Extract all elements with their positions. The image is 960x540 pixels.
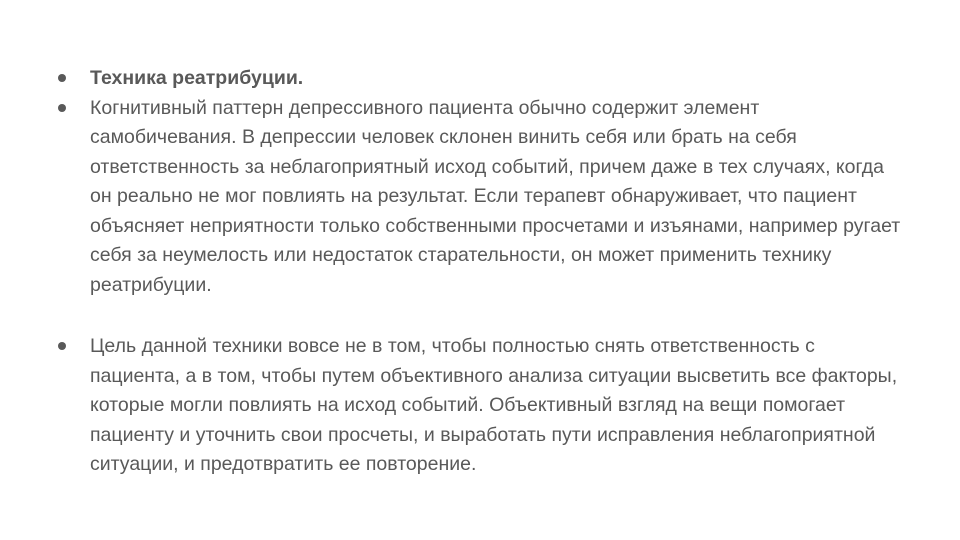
bullet-list <box>56 64 906 480</box>
bullet-goal-text: Цель данной техники вовсе не в том, чтобы полностью снять ответственность с пациента, а в том, чтобы путем объективного анализа ситуации высветить все факторы, которые могли повлиять на исход событий. Объективный взгляд на вещи помогает пациенту и уточнить свои просчеты, и выработать пути исправления неблагоприятной ситуации, и предотвратить ее повторение. <box>90 335 898 475</box>
bullet-description-text: Когнитивный паттерн депрессивного пациента обычно содержит элемент самобичевания. В депрессии человек склонен винить себя или брать на себя ответственность за неблагоприятный исход событий, причем даже в тех случаях, когда он реально не мог повлиять на результат. Если терапевт обнаруживает, что пациент объясняет неприятности только собственными просчетами и изъянами, например ругает себя за неумелость или недостаток старательности, он может применить технику реатрибуции. <box>90 96 901 296</box>
bullet-item-description <box>56 94 906 301</box>
bullet-item-goal <box>56 332 906 480</box>
bullet-dot-icon <box>58 104 66 112</box>
bullet-item-heading <box>56 64 906 94</box>
bullet-dot-icon <box>58 74 66 82</box>
bullet-dot-icon <box>58 342 66 350</box>
bullet-heading-text: Техника реатрибуции. <box>90 67 304 89</box>
